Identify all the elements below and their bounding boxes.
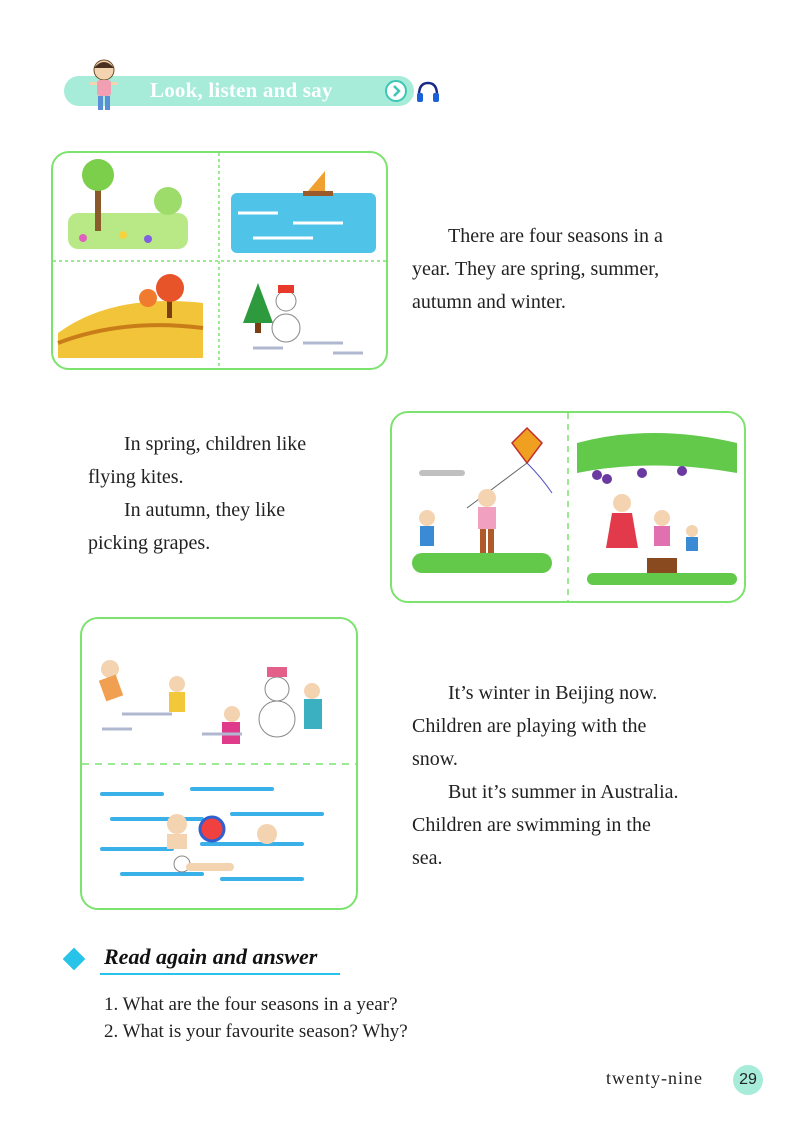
exercise-underline xyxy=(100,973,340,975)
kites-grapes-picture xyxy=(390,411,746,603)
text-line: But it’s summer in Australia. xyxy=(448,781,679,803)
text-line: In spring, children like xyxy=(124,433,307,455)
text-line: Children are playing with the xyxy=(412,715,647,737)
play-arrow-icon[interactable] xyxy=(385,80,407,102)
exercise-title: Read again and answer xyxy=(104,944,318,969)
page-number-word: twenty-nine xyxy=(606,1068,703,1088)
winter-scene xyxy=(243,283,363,353)
text-line: picking grapes. xyxy=(88,532,211,554)
beijing-paragraph xyxy=(412,677,732,875)
question-1: 1. What are the four seasons in a year? xyxy=(104,994,398,1015)
four-seasons-illustration xyxy=(53,153,386,368)
seasons-paragraph xyxy=(412,220,722,319)
girl-mascot-icon xyxy=(84,56,124,112)
four-seasons-picture xyxy=(51,151,388,370)
activities-paragraph xyxy=(88,428,378,560)
grape-scene xyxy=(577,433,737,585)
page-number: 29 xyxy=(739,1071,757,1088)
snow-sea-illustration xyxy=(82,619,356,908)
snow-play-scene xyxy=(99,660,322,744)
section-title: Look, listen and say xyxy=(150,78,333,102)
question-2: 2. What is your favourite season? Why? xyxy=(104,1021,408,1042)
text-line: It’s winter in Beijing now. xyxy=(448,682,658,704)
spring-scene xyxy=(68,159,188,249)
text-line: In autumn, they like xyxy=(124,499,286,521)
snow-sea-picture xyxy=(80,617,358,910)
text-line: sea. xyxy=(412,847,443,869)
text-line: autumn and winter. xyxy=(412,291,566,313)
headphones-icon[interactable] xyxy=(414,78,442,106)
swimming-scene xyxy=(102,789,322,879)
text-line: year. They are spring, summer, xyxy=(412,258,660,280)
text-line: Children are swimming in the xyxy=(412,814,651,836)
text-line: There are four seasons in a xyxy=(448,225,663,247)
diamond-bullet-icon xyxy=(63,948,86,971)
text-line: snow. xyxy=(412,748,458,770)
autumn-scene xyxy=(58,274,203,358)
summer-scene xyxy=(231,171,376,253)
kites-grapes-illustration xyxy=(392,413,744,601)
text-line: flying kites. xyxy=(88,466,184,488)
kite-scene xyxy=(412,428,552,573)
